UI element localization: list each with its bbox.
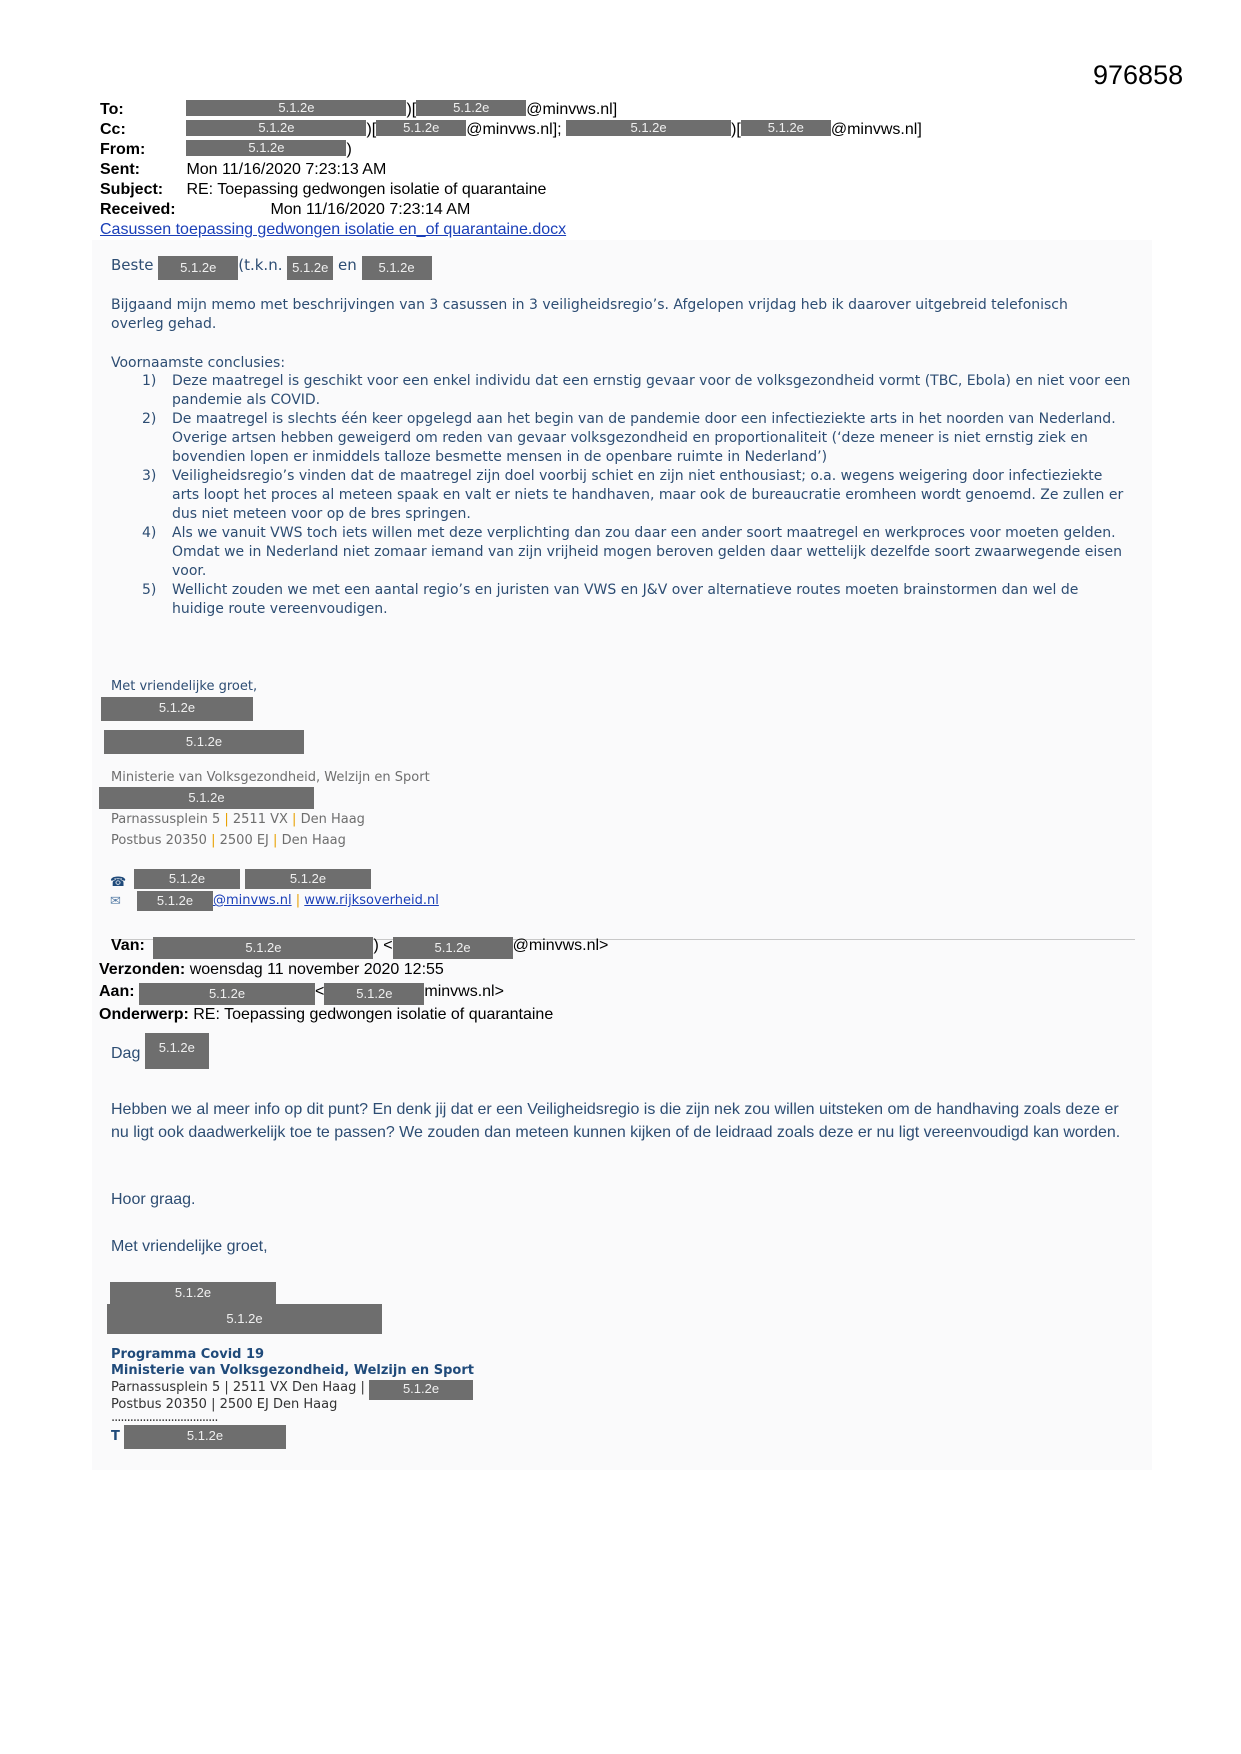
to-label: To: [100,101,124,118]
intro-paragraph: Bijgaand mijn memo met beschrijvingen van 3 casussen in 3 veiligheidsregio’s. Afgelopen vrijdag heb ik daarover uitgebreid telefonisch overleg gehad. [111,297,1068,332]
greeting-line [111,256,432,280]
conclusion-number: 2) [142,411,157,427]
redaction: 5.1.2e [376,120,466,136]
subject-line [100,180,546,200]
aan-label: Aan: [99,983,135,1000]
dotted-line: .................................. [111,1410,218,1425]
dag-line [111,1040,209,1069]
greeting-en: en [338,256,357,274]
aan-mid: < [315,983,325,1000]
to-suffix: @minvws.nl] [526,101,618,118]
postcode: 2500 EJ [219,833,269,848]
closing-1: Met vriendelijke groet, [111,679,258,694]
contact-links [213,893,439,908]
subject-value: RE: Toepassing gedwongen isolatie of quarantaine [186,181,547,198]
from-line [100,140,352,160]
received-label: Received: [100,201,176,218]
closing-2: Met vriendelijke groet, [111,1238,268,1255]
sent-value: Mon 11/16/2020 7:23:13 AM [186,161,387,178]
onderwerp-value: RE: Toepassing gedwongen isolatie of quarantaine [193,1006,554,1023]
conclusions-list [111,372,1131,619]
conclusion-item [111,372,1131,410]
email-link[interactable]: @minvws.nl [213,893,292,908]
address-line-2 [111,833,346,848]
sent-label: Sent: [100,161,140,178]
aan-line [99,983,504,1005]
address-text: Parnassusplein 5 | 2511 VX Den Haag | [111,1380,365,1395]
postcode: 2511 VX [232,812,288,827]
conclusion-item [111,524,1131,581]
cc-suffix-1: @minvws.nl]; [466,121,562,138]
redaction: 5.1.2e [245,869,371,889]
conclusion-text: Wellicht zouden we met een aantal regio’s en juristen van VWS en J&V over alternatieve routes moeten brainstormen dan wel de huidige route vereenvoudigen. [172,582,1079,617]
redaction: 5.1.2e [186,100,406,116]
conclusion-item [111,581,1131,619]
greeting-beste: Beste [111,256,154,274]
conclusion-text: Als we vanuit VWS toch iets willen met deze verplichting dan zou daar een ander soort maatregel en werkproces voor moeten gelden. Omdat we in Nederland niet zomaar iemand van zijn vrijheid mogen beroven gelden daar wettelijk dezelfde soort zwaarwegende eisen voor. [172,525,1122,579]
redaction: 5.1.2e [101,697,253,721]
conclusions-heading: Voornaamste conclusies: [111,355,286,371]
attachment-link[interactable]: Casussen toepassing gedwongen isolatie en_of quarantaine.docx [100,221,567,238]
redaction: 5.1.2e [153,937,373,959]
onderwerp-label: Onderwerp: [99,1006,189,1023]
conclusion-number: 3) [142,468,157,484]
conclusion-number: 5) [142,582,157,598]
city: Den Haag [281,833,346,848]
separator: | [292,812,297,827]
document-number: 976858 [1093,60,1184,90]
separator: | [224,812,229,827]
verzonden-label: Verzonden: [99,961,186,978]
onderwerp-line [99,1006,553,1024]
redaction: 5.1.2e [110,1282,276,1306]
phone-icon: ☎ [110,874,127,889]
aan-suffix: minvws.nl> [424,983,504,1000]
conclusion-item [111,410,1131,467]
redaction: 5.1.2e [416,100,526,116]
verzonden-value: woensdag 11 november 2020 12:55 [189,961,444,978]
conclusion-text: Veiligheidsregio’s vinden dat de maatregel zijn doel voorbij schiet en zijn niet enthousiast; o.a. wegens weigering door infectieziekte arts loopt het proces al meteen spaak en valt er niets te handhaven, maar ook de bureaucratie eromheen wordt genoemd. Ze zullen er dus niet meteen voor op de bres springen. [172,468,1124,522]
cc-suffix-2: @minvws.nl] [830,121,922,138]
redaction: 5.1.2e [186,120,366,136]
van-label: Van: [111,937,145,954]
conclusion-text: De maatregel is slechts één keer opgelegd aan het begin van de pandemie door een infectieziekte arts in het noorden van Nederland. Overige artsen hebben geweigerd om reden van gevaar volksgezondheid en proportionaliteit (‘deze meneer is niet ernstig ziek en bovendien lopen er inmiddels talloze besmette mensen in de openbare ruimte in Nederland’) [172,411,1116,465]
redaction: 5.1.2e [124,1425,286,1449]
subject-label: Subject: [100,181,164,198]
postbus: Postbus 20350 [111,833,207,848]
conclusion-item [111,467,1131,524]
redaction: 5.1.2e [362,256,432,280]
hoor-graag: Hoor graag. [111,1191,196,1208]
redaction: 5.1.2e [137,891,213,911]
ministry-name-2: Ministerie van Volksgezondheid, Welzijn en Sport [111,1363,474,1378]
cc-line: Cc: 5.1.2e )[ 5.1.2e @minvws.nl]; 5.1.2e )[ 5.1.2e @minvws.nl] [100,120,922,138]
redaction: 5.1.2e [145,1033,209,1069]
from-label: From: [100,141,146,158]
redaction: 5.1.2e [134,869,240,889]
redaction: 5.1.2e [139,983,315,1005]
separator: | [273,833,278,848]
van-suffix: @minvws.nl> [512,937,609,954]
redaction: 5.1.2e [566,120,731,136]
street: Parnassusplein 5 [111,812,221,827]
website-link[interactable]: www.rijksoverheid.nl [304,893,439,908]
received-line [100,200,470,220]
van-line [111,937,608,959]
from-suffix: ) [346,141,352,158]
redaction: 5.1.2e [186,140,346,156]
city: Den Haag [300,812,365,827]
conclusion-number: 4) [142,525,157,541]
verzonden-line [99,961,444,979]
redaction: 5.1.2e [287,256,333,280]
redaction: 5.1.2e [369,1380,473,1400]
address-line-1 [111,812,365,827]
sent-line [100,160,386,180]
address-2-line-2: Postbus 20350 | 2500 EJ Den Haag [111,1397,338,1412]
conclusion-number: 1) [142,373,157,389]
ministry-name: Ministerie van Volksgezondheid, Welzijn en Sport [111,770,430,785]
redaction: 5.1.2e [104,730,304,754]
t-label: T [111,1429,120,1444]
received-value: Mon 11/16/2020 7:23:14 AM [270,201,471,218]
redaction: 5.1.2e [393,937,513,959]
redaction: 5.1.2e [324,983,424,1005]
program-name: Programma Covid 19 [111,1347,265,1362]
to-line: To: 5.1.2e )[ 5.1.2e @minvws.nl] [100,100,618,118]
email2-body: Hebben we al meer info op dit punt? En denk jij dat er een Veiligheidsregio is die zijn nek zou willen uitsteken om de handhaving zoals deze er nu ligt ook daadwerkelijk toe te passen? We zouden dan meteen kunnen kijken of de leidraad zoals deze er nu ligt vereenvoudigd kan worden. [111,1101,1121,1141]
redaction: 5.1.2e [107,1304,382,1334]
redaction: 5.1.2e [99,787,314,809]
dag-greeting: Dag [111,1045,141,1062]
envelope-icon: ✉ [110,893,121,908]
redaction: 5.1.2e [158,256,238,280]
van-mid: ) < [373,937,393,954]
separator: | [211,833,216,848]
cc-label: Cc: [100,121,126,138]
greeting-tkn: (t.k.n. [238,256,283,274]
redaction: 5.1.2e [741,120,831,136]
conclusion-text: Deze maatregel is geschikt voor een enkel individu dat een ernstig gevaar voor de volksgezondheid vormt (TBC, Ebola) en niet voor een pandemie als COVID. [172,373,1131,408]
separator: | [295,893,301,908]
